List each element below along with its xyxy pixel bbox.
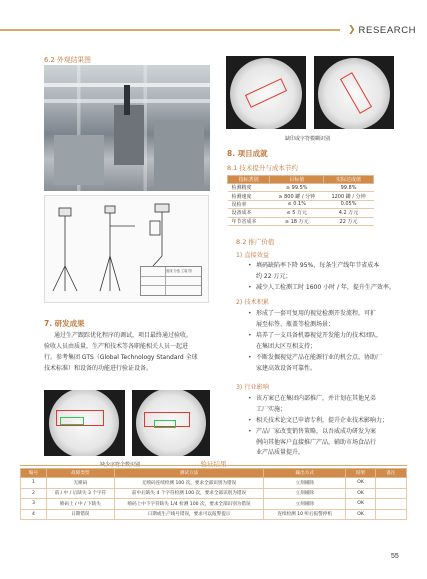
cell: 3	[21, 499, 47, 510]
value-2-bullet-2	[256, 331, 382, 352]
verification-table	[20, 468, 407, 520]
table-row	[21, 478, 407, 489]
ocr-box	[154, 420, 176, 428]
col-fault: 故障类型	[46, 469, 114, 478]
chevron-right-icon: ❯	[348, 25, 356, 35]
cell: 前 / 中 / 后缺失 3 个字符	[46, 488, 114, 499]
cell	[376, 478, 407, 489]
cell: 无喷码连续检测 100 次，要求全部识别为错误	[114, 478, 264, 489]
cell: 1200 罐 / 分钟	[324, 192, 374, 200]
col-no: 编号	[21, 469, 47, 478]
research-tag	[340, 22, 427, 38]
line: 业产品质量提升。	[256, 449, 305, 456]
line: • 该方案已在集团内部推广，并计划在其他兄弟	[256, 395, 377, 402]
cell: 无喷码	[46, 478, 114, 489]
cell: 喷码上 / 中 / 下缺失	[46, 499, 114, 510]
cell: 连续检测 10 听后报警停机	[264, 509, 346, 520]
cell: 误检率	[228, 200, 270, 208]
ocr-box	[60, 417, 84, 425]
cell: 设备成本	[228, 209, 270, 217]
table-row	[21, 499, 407, 510]
table-row	[228, 217, 374, 225]
cell: 检测速度	[228, 192, 270, 200]
cost-table-header	[228, 176, 374, 184]
verification-title: 验证结果	[200, 460, 227, 468]
cell	[376, 488, 407, 499]
section-8-1-title: 8.1 技术提升与成本节约	[227, 164, 298, 172]
cell: 1	[21, 478, 47, 489]
cell: 前中后缺失 4 个字符检测 100 次，要求全部识别为错误	[114, 488, 264, 499]
value-2-bullet-1	[256, 309, 376, 330]
title-block-label: 组线 分选 工装 图	[166, 269, 192, 273]
value-3-bullet-2	[256, 416, 388, 427]
line: 在集团大区互相支持；	[256, 342, 317, 350]
value-2-bullet-3	[256, 353, 382, 374]
line: 展至标签、瓶盖等检测场景；	[256, 320, 335, 328]
verification-rule	[20, 465, 407, 466]
cost-col-target: 目标值	[270, 176, 324, 184]
research-para-line-1: 通过生产跟踪优化程序的调试，项目最终通过验收。	[54, 332, 193, 339]
cell: 99.8%	[324, 184, 374, 192]
value-3-title: 3) 行业影响	[236, 384, 270, 391]
line: • 相关技术论文已申请专利，提升企业技术影响力；	[256, 417, 389, 424]
table-row	[228, 192, 374, 200]
col-result: 结果	[346, 469, 376, 478]
cell: 22 万元	[324, 217, 374, 225]
page-number: 55	[391, 553, 399, 560]
cell: 年节省成本	[228, 217, 270, 225]
value-3-bullet-1	[256, 394, 376, 415]
cell: ≤ 5 万元	[270, 209, 324, 217]
caption-blur: 缺印或字符模糊识别	[285, 136, 331, 142]
equipment-drawing	[44, 195, 209, 303]
value-3-bullet-3	[256, 427, 376, 459]
cell: ≥ 18 万元	[270, 217, 324, 225]
table-row	[228, 209, 374, 217]
cell	[376, 509, 407, 520]
col-note: 备注	[376, 469, 407, 478]
cell: 2	[21, 488, 47, 499]
section-6-2-title: 6.2 外观结果图	[44, 56, 91, 64]
section-8-2-title: 8.2 推广价值	[236, 238, 275, 246]
table-row	[228, 184, 374, 192]
cell: 立刻剔除	[264, 499, 346, 510]
value-1-bullet-2	[256, 283, 395, 294]
cell: 日期错误	[46, 509, 114, 520]
line: 工厂实施；	[256, 405, 287, 413]
section-8-title: 8. 项目成就	[227, 149, 268, 158]
research-para-line-3: 行。参考集团 GTS（Global Technology Standard 全球	[44, 354, 198, 361]
col-output: 输出方式	[264, 469, 346, 478]
table-row	[228, 200, 374, 208]
value-1-bullet-1	[256, 261, 379, 282]
page-header	[0, 22, 427, 38]
cell: 喷码上中下字符缺失 1/4 检测 100 次，要求全部识别为错误	[114, 499, 264, 510]
cell: OK	[346, 499, 376, 510]
col-method: 测试方法	[114, 469, 264, 478]
cell: 立刻剔除	[264, 478, 346, 489]
table-row	[21, 488, 407, 499]
cell	[376, 499, 407, 510]
can-photo-top-right	[314, 56, 394, 129]
line: 例向其他客户直接推广产品，辅助市场食品行	[256, 438, 377, 446]
value-2-title: 2) 技术积累	[236, 299, 270, 306]
research-label: RESEARCH	[358, 24, 417, 36]
cell: 4.2 万元	[324, 209, 374, 217]
cell: ≤ 0.1%	[270, 200, 324, 208]
line: • 不断发掘视觉产品在能源行业的机会点，协助厂	[256, 354, 383, 361]
can-photo-right	[132, 390, 210, 456]
verification-header	[21, 469, 407, 478]
can-photo-top-left	[226, 56, 306, 129]
cell: OK	[346, 488, 376, 499]
cost-table	[227, 175, 374, 226]
can-photo-left	[44, 390, 125, 456]
cost-col-category: 指标类别	[228, 176, 270, 184]
value-1-title: 1) 直接效益	[236, 252, 270, 259]
section-7-title: 7. 研发成果	[44, 319, 85, 328]
cell: 立刻剔除	[264, 488, 346, 499]
cell: ≥ 800 罐 / 分钟	[270, 192, 324, 200]
line: • 填码缺陷率下降 95%，每条生产线年节省成本	[256, 262, 380, 269]
cell: ≥ 99.5%	[270, 184, 324, 192]
line: • 产品厂家改变销售策略，以吾威成功研发为案	[256, 428, 377, 435]
cost-col-actual: 实际达成值	[324, 176, 374, 184]
line: 约 22 万元；	[256, 272, 292, 280]
caption-missing-chars: 缺少字符个数识别	[100, 462, 141, 468]
line: • 形成了一套可复用的视觉检测开发流程，可扩	[256, 310, 377, 317]
cell: 0.05%	[324, 200, 374, 208]
research-para-line-4: 技术标准）和设备的功能进行验证设备。	[44, 365, 153, 372]
cell: OK	[346, 509, 376, 520]
line: 家建高效设备可靠性。	[256, 364, 317, 372]
factory-photo	[44, 65, 210, 191]
cell: 4	[21, 509, 47, 520]
cell: 检测精度	[228, 184, 270, 192]
cell: 日期或生产线号错误，要求可以报警提示	[114, 509, 264, 520]
title-block	[140, 266, 202, 296]
research-para-line-2: 验收人员由质量，生产和技术等各职能相关人员一起进	[44, 343, 189, 350]
table-row	[21, 509, 407, 520]
line: • 减少人工检测工时 1600 小时 / 年，提升生产效率。	[256, 284, 395, 291]
line: • 培养了一支具备机器视觉开发能力的技术团队，	[256, 332, 383, 339]
cell: OK	[346, 478, 376, 489]
